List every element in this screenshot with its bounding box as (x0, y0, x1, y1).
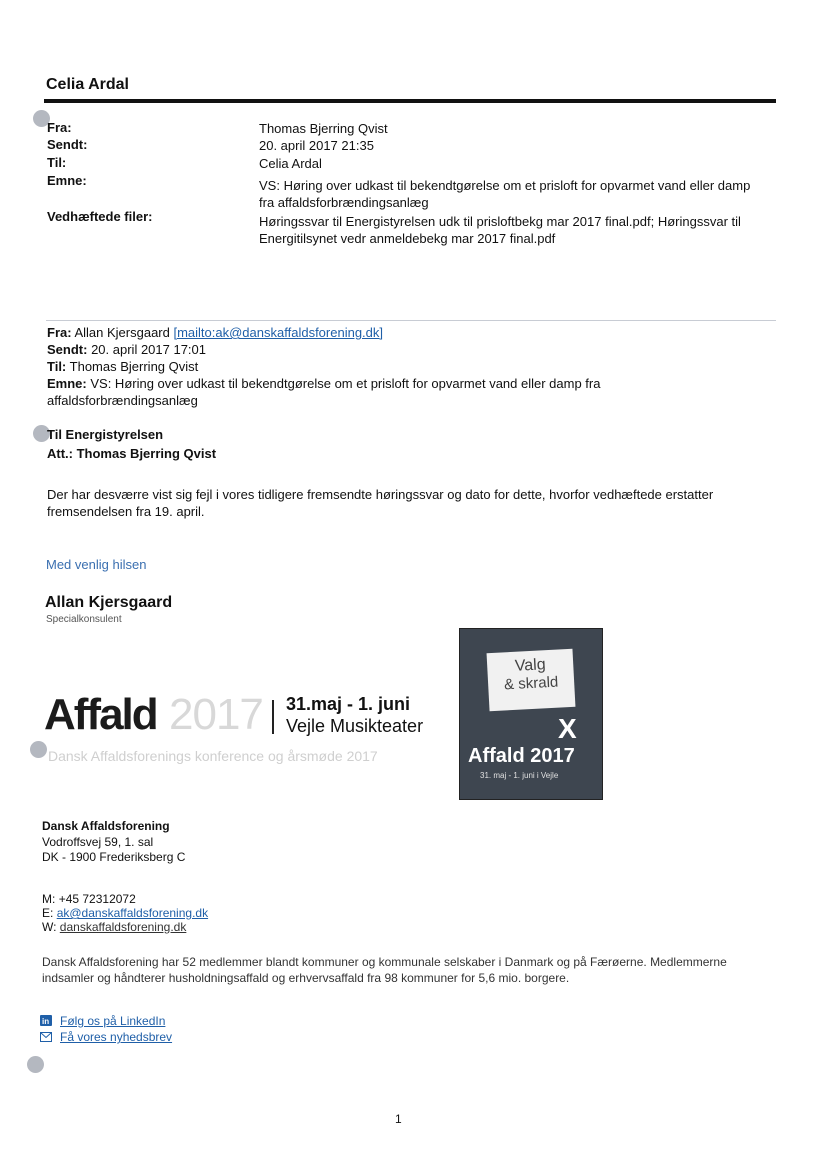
poster-line1: Valg (514, 656, 547, 675)
poster-title: Affald 2017 (468, 745, 575, 767)
linkedin-link[interactable]: Følg os på LinkedIn (60, 1014, 166, 1028)
punch-hole-3 (30, 741, 47, 758)
contact-web (42, 920, 186, 934)
emne-value: VS: Høring over udkast til bekendtgørelse om et prisloft for opvarmet vand eller damp fra affaldsforbrændingsanlæg (259, 178, 751, 210)
svg-text:in: in (42, 1017, 50, 1026)
banner-date: 31.maj - 1. juni (286, 694, 411, 714)
linkedin-icon (40, 1015, 52, 1026)
body-recipient: Til Energistyrelsen (47, 427, 164, 442)
fwd-from-value: Allan Kjersgaard (74, 325, 170, 340)
fwd-to-label: Til: (47, 359, 67, 374)
conference-poster (459, 628, 603, 800)
page-number: 1 (395, 1112, 402, 1126)
banner-divider (272, 700, 274, 734)
fra-value: Thomas Bjerring Qvist (259, 121, 388, 136)
web-link[interactable]: danskaffaldsforening.dk (59, 920, 187, 934)
email-link[interactable]: ak@danskaffaldsforening.dk (56, 906, 209, 920)
banner-subtitle: Dansk Affaldsforenings konference og årsmøde 2017 (48, 748, 378, 764)
banner-affald-word: Affald (44, 690, 157, 739)
body-paragraph: Der har desværre vist sig fejl i vores tidligere fremsendte høringssvar og dato for dette, hvorfor vedhæftede erstatter fremsendelsen fra 19. april. (47, 487, 714, 519)
punch-hole-4 (27, 1056, 44, 1073)
org-address2: DK - 1900 Frederiksberg C (42, 850, 186, 864)
newsletter-link-row[interactable] (40, 1030, 172, 1044)
web-label: W: (42, 920, 57, 934)
poster-sign (487, 649, 576, 711)
fwd-from-label: Fra: (47, 325, 72, 340)
email-label: E: (42, 906, 54, 920)
sendt-label: Sendt: (47, 137, 88, 152)
signature-title: Specialkonsulent (46, 614, 122, 625)
fwd-mailto-link[interactable]: [mailto:ak@danskaffaldsforening.dk] (173, 325, 384, 340)
fwd-sent-line (47, 341, 687, 358)
emne-label: Emne: (47, 173, 87, 188)
fwd-sent-label: Sendt: (47, 342, 88, 357)
recipient-name-header: Celia Ardal (46, 76, 129, 93)
linkedin-link-row[interactable] (40, 1014, 165, 1028)
signature-name: Allan Kjersgaard (45, 594, 173, 611)
fwd-subject-value: VS: Høring over udkast til bekendtgørelse om et prisloft for opvarmet vand eller damp fra affaldsforbrændingsanlæg (47, 376, 601, 408)
fwd-to-line (47, 358, 687, 375)
separator-rule (46, 320, 776, 321)
poster-line2: & skrald (503, 673, 559, 694)
banner-year: 2017 (169, 690, 263, 739)
fwd-to-value: Thomas Bjerring Qvist (69, 359, 199, 374)
fwd-subject-line (47, 375, 657, 409)
contact-email (42, 906, 208, 920)
newsletter-link[interactable]: Få vores nyhedsbrev (60, 1030, 173, 1044)
fwd-subject-label: Emne: (47, 376, 87, 391)
header-rule (44, 99, 776, 103)
til-value: Celia Ardal (259, 156, 322, 171)
phone-label: M: (42, 892, 56, 906)
banner-venue: Vejle Musikteater (286, 716, 424, 736)
attachments-value: Høringssvar til Energistyrelsen udk til prisloftbekg mar 2017 final.pdf; Høringssvar til Energitilsynet vedr anmeldebekg mar 2017 final.pdf (259, 214, 741, 246)
til-label: Til: (47, 155, 67, 170)
org-name: Dansk Affaldsforening (42, 819, 170, 833)
fwd-sent-value: 20. april 2017 17:01 (91, 342, 207, 357)
poster-sub: 31. maj - 1. juni i Vejle (480, 771, 559, 780)
mail-icon (40, 1031, 52, 1042)
org-description: Dansk Affaldsforening har 52 medlemmer blandt kommuner og kommunale selskaber i Danmark og på Færøerne. Medlemmerne indsamler og håndterer husholdningsaffald og erhvervsaffald fra 98 kommuner for 5,6 mio. borgere. (42, 955, 727, 985)
greeting: Med venlig hilsen (46, 557, 147, 572)
org-address1: Vodroffsvej 59, 1. sal (42, 835, 154, 849)
fwd-from-line (47, 324, 687, 341)
fra-label: Fra: (47, 120, 72, 135)
poster-mark: X (558, 713, 577, 744)
contact-phone (42, 892, 136, 906)
body-att: Att.: Thomas Bjerring Qvist (47, 446, 217, 461)
attachments-label: Vedhæftede filer: (47, 209, 153, 224)
phone-value: +45 72312072 (58, 892, 136, 906)
sendt-value: 20. april 2017 21:35 (259, 138, 374, 153)
